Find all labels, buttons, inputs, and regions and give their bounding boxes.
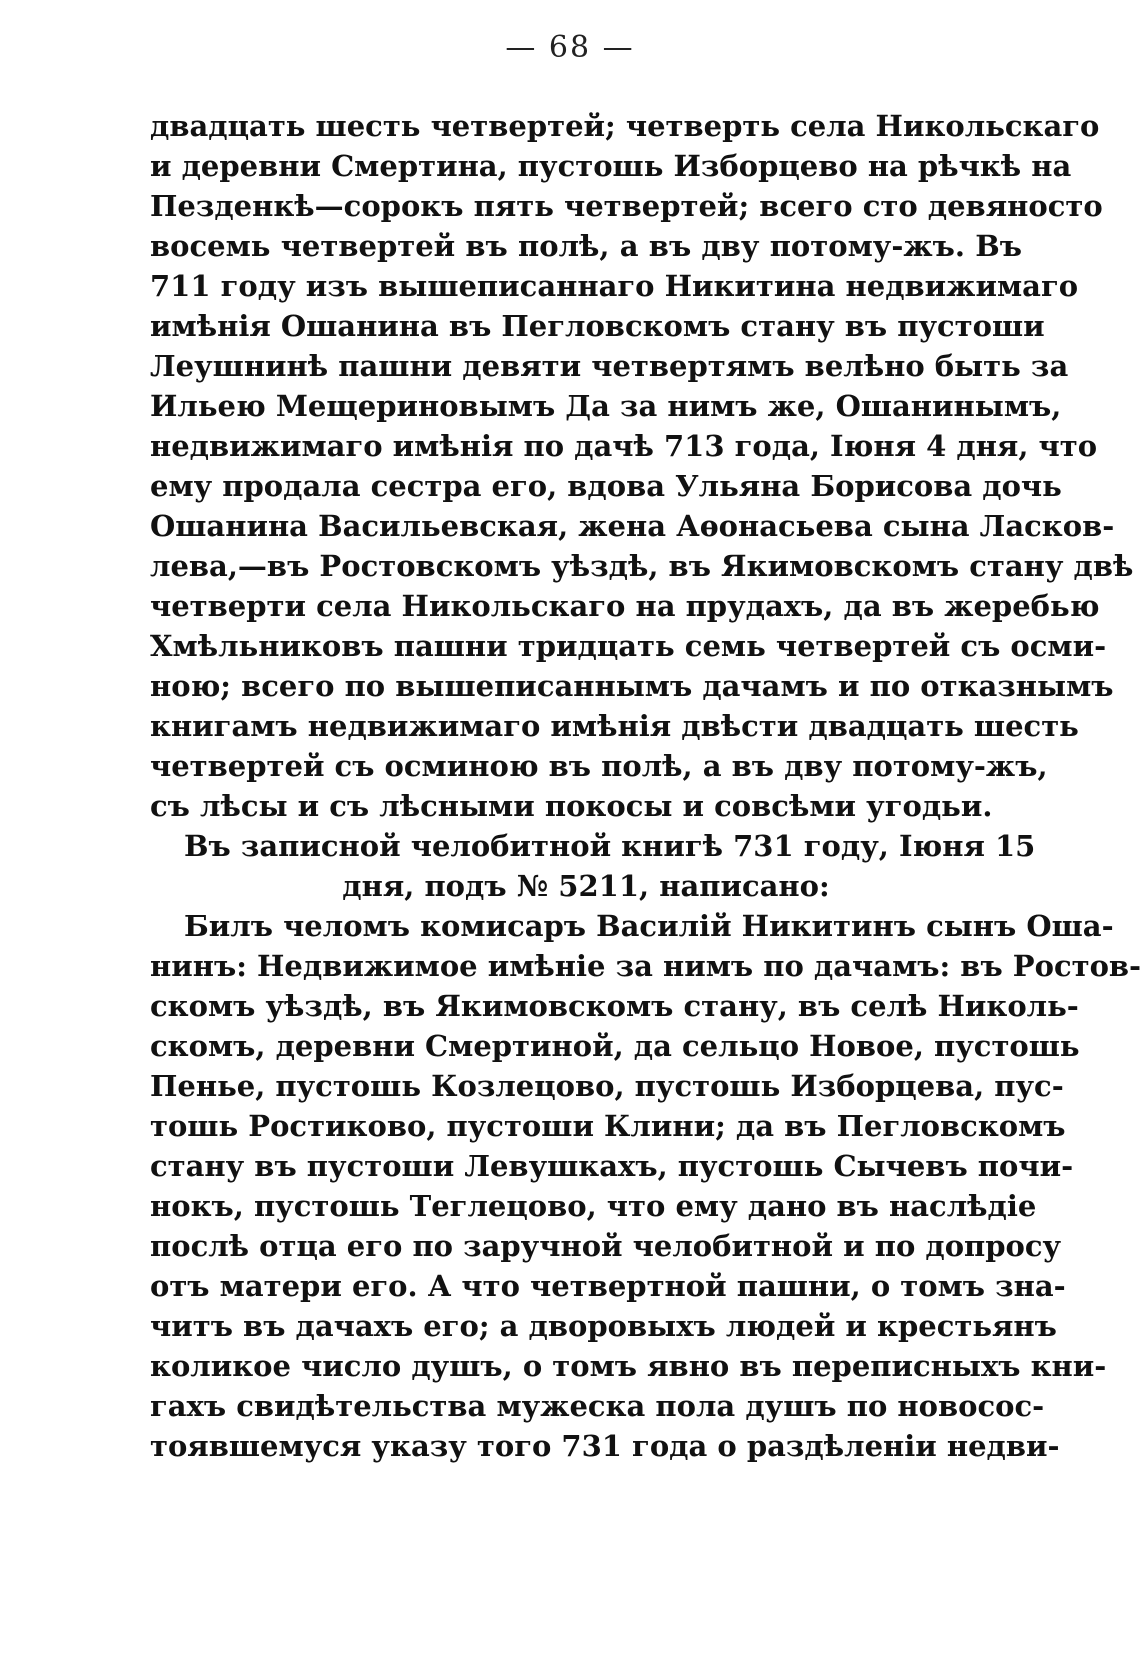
- section-heading-line: Въ записной челобитной книгѣ 731 году, Іюня 15: [184, 829, 1036, 863]
- text-line: скомъ уѣздѣ, въ Якимовскомъ стану, въ селѣ Николь-: [150, 989, 1079, 1023]
- main-text: [150, 106, 1141, 1466]
- text-line: отъ матери его. А что четвертной пашни, о томъ зна-: [150, 1269, 1066, 1303]
- text-line: 711 году изъ вышеписаннаго Никитина недвижимаго: [150, 269, 1079, 303]
- text-line: коликое число душъ, о томъ явно въ переписныхъ кни-: [150, 1349, 1107, 1383]
- text-line: ему продала сестра его, вдова Ульяна Борисова дочь: [150, 469, 1062, 503]
- text-line: Пезденкѣ—сорокъ пять четвертей; всего сто девяносто: [150, 189, 1103, 223]
- text-line: Пенье, пустошь Козлецово, пустошь Изборцева, пус-: [150, 1069, 1064, 1103]
- text-line: и деревни Смертина, пустошь Изборцево на рѣчкѣ на: [150, 149, 1072, 183]
- section-heading-line: дня, подъ № 5211, написано:: [342, 869, 830, 903]
- text-line: читъ въ дачахъ его; а дворовыхъ людей и крестьянъ: [150, 1309, 1057, 1343]
- text-line: двадцать шесть четвертей; четверть села Никольскаго: [150, 109, 1100, 143]
- text-line: стану въ пустоши Левушкахъ, пустошь Сычевъ почи-: [150, 1149, 1074, 1183]
- text-line: нинъ: Недвижимое имѣніе за нимъ по дачамъ: въ Ростов-: [150, 949, 1141, 983]
- text-line: гахъ свидѣтельства мужеска пола душъ по новосос-: [150, 1389, 1045, 1423]
- text-line: книгамъ недвижимаго имѣнія двѣсти двадцать шесть: [150, 709, 1079, 743]
- text-line: Леушнинѣ пашни девяти четвертямъ велѣно быть за: [150, 349, 1069, 383]
- text-line: Ошанина Васильевская, жена Аѳонасьева сына Ласков-: [150, 509, 1115, 543]
- text-line: Ильею Мещериновымъ Да за нимъ же, Ошанинымъ,: [150, 389, 1062, 423]
- text-line: недвижимаго имѣнія по дачѣ 713 года, Іюня 4 дня, что: [150, 429, 1098, 463]
- text-line: ною; всего по вышеписаннымъ дачамъ и по отказнымъ: [150, 669, 1114, 703]
- text-line: четвертей съ осминою въ полѣ, а въ дву потому-жъ,: [150, 749, 1048, 783]
- text-line: Билъ челомъ комисаръ Василій Никитинъ сынъ Оша-: [184, 909, 1114, 943]
- text-line: Хмѣльниковъ пашни тридцать семь четвертей съ осми-: [150, 629, 1107, 663]
- text-line: лева,—въ Ростовскомъ уѣздѣ, въ Якимовскомъ стану двѣ: [150, 549, 1134, 583]
- text-line: четверти села Никольскаго на прудахъ, да въ жеребью: [150, 589, 1100, 623]
- text-line: нокъ, пустошь Теглецово, что ему дано въ наслѣдіе: [150, 1189, 1037, 1223]
- text-line: скомъ, деревни Смертиной, да сельцо Новое, пустошь: [150, 1029, 1080, 1063]
- text-line: восемь четвертей въ полѣ, а въ дву потому-жъ. Въ: [150, 229, 1022, 263]
- text-line: тошь Ростиково, пустоши Клини; да въ Пегловскомъ: [150, 1109, 1066, 1143]
- text-line: съ лѣсы и съ лѣсными покосы и совсѣми угодьи.: [150, 789, 993, 823]
- text-line: послѣ отца его по заручной челобитной и по допросу: [150, 1229, 1062, 1263]
- page-number: — 68 —: [505, 30, 635, 65]
- text-line: имѣнія Ошанина въ Пегловскомъ стану въ пустоши: [150, 309, 1045, 343]
- text-line: тоявшемуся указу того 731 года о раздѣленіи недви-: [150, 1429, 1060, 1463]
